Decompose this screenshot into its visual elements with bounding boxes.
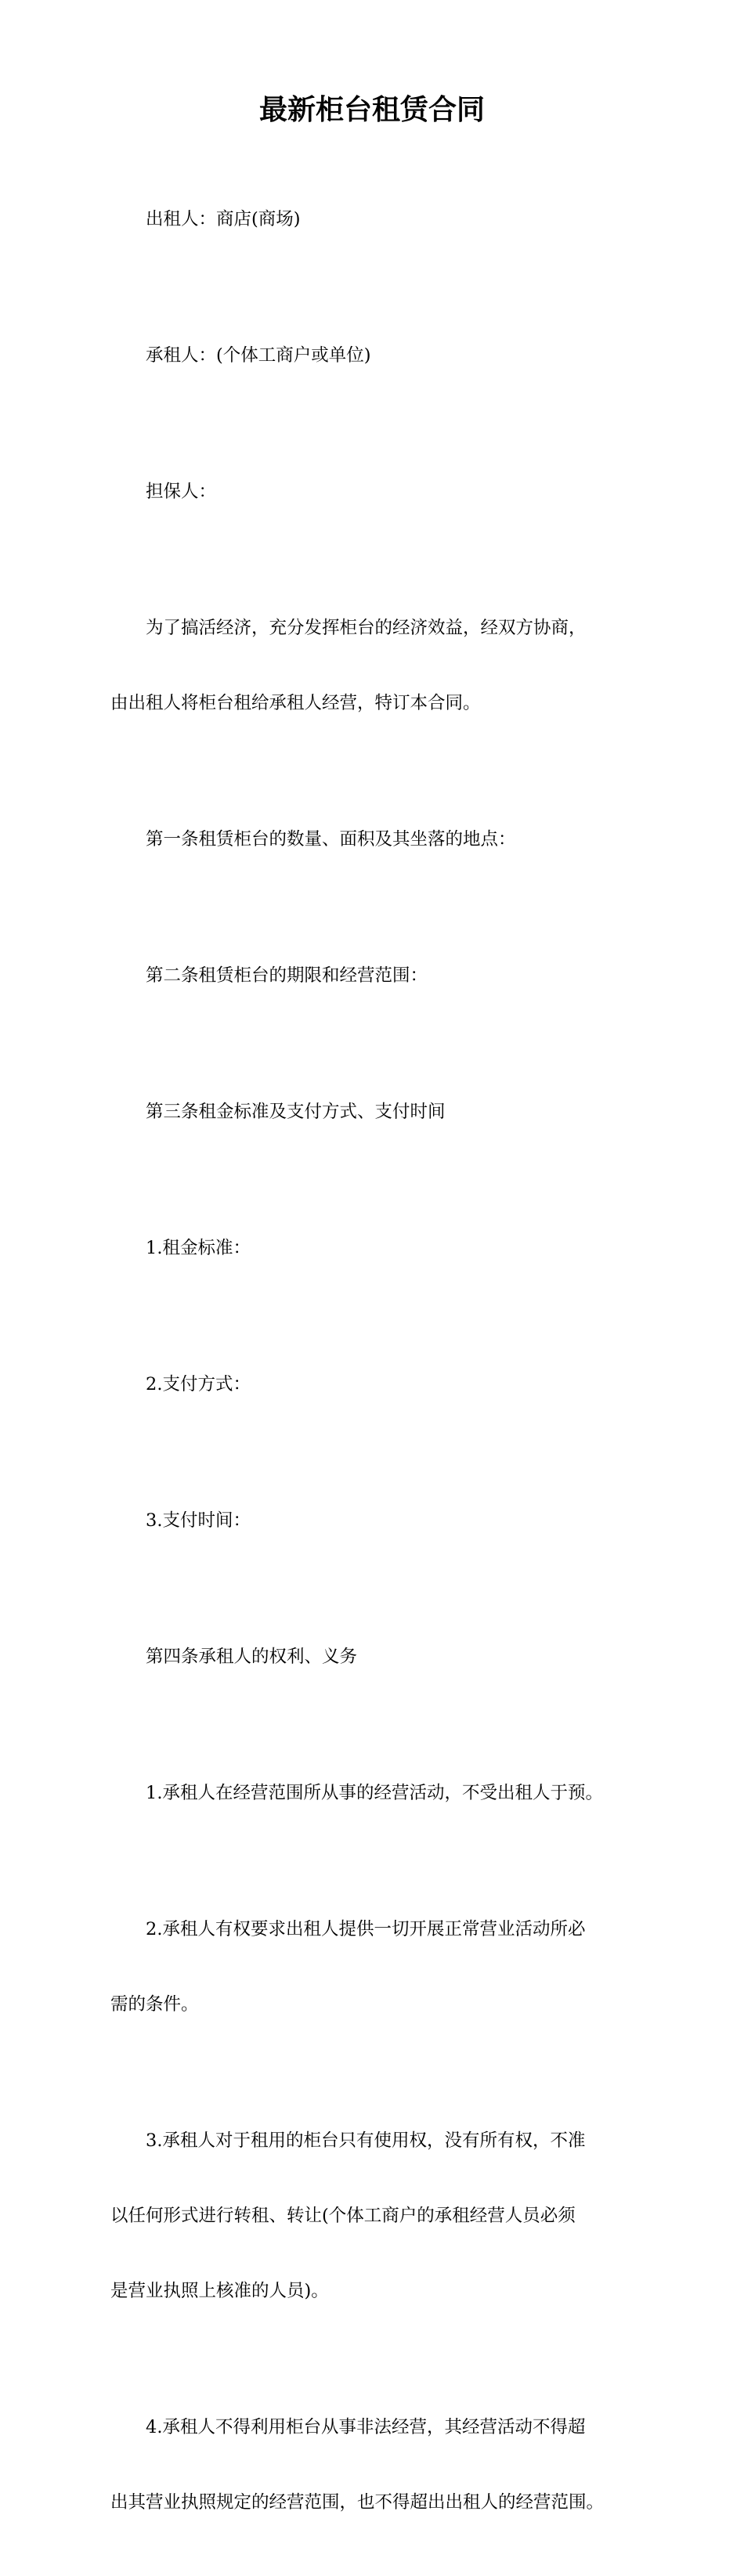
paragraph-payment-time [110,1458,651,1583]
text-line: 第三条租金标准及支付方式、支付时间 [146,1102,446,1122]
text-line: 是营业执照上核准的人员)。 [110,2281,329,2301]
text-line: 1.承租人在经营范围所从事的经营活动，不受出租人于预。 [146,1783,603,1803]
paragraph-article-1 [110,777,651,902]
paragraph-preamble [110,565,651,766]
text-line: 担保人： [146,482,217,502]
paragraph-article-4 [110,1594,651,1719]
text-line: 2.支付方式： [146,1374,251,1394]
text-line: 3.支付时间： [146,1510,251,1531]
paragraph-right-4 [110,2365,651,2565]
text-line: 出其营业执照规定的经营范围，也不得超出出租人的经营范围。 [110,2492,605,2513]
paragraph-guarantor [110,429,651,554]
text-line: 由出租人将柜台租给承租人经营，特订本合同。 [110,693,481,713]
paragraph-right-2 [110,1867,651,2067]
paragraph-right-3 [110,2078,651,2354]
text-line: 承租人：(个体工商户或单位) [146,345,371,366]
text-line: 出租人：商店(商场) [146,209,301,229]
text-line: 2.承租人有权要求出租人提供一切开展正常营业活动所必 [146,1919,586,1939]
text-line: 第二条租赁柜台的期限和经营范围： [146,965,428,986]
document-title: 最新柜台租赁合同 [258,94,485,126]
paragraph-article-3 [110,1049,651,1174]
text-line: 1.租金标准： [146,1238,251,1258]
paragraph-article-2 [110,913,651,1038]
paragraph-right-1 [110,1730,651,1856]
text-line: 为了搞活经济，充分发挥柜台的经济效益，经双方协商， [146,618,587,638]
paragraph-lessor [110,157,651,282]
text-line: 以任何形式进行转租、转让(个体工商户的承租经营人员必须 [110,2206,576,2226]
paragraph-rent-standard [110,1185,651,1311]
text-line: 第一条租赁柜台的数量、面积及其坐落的地点： [146,829,516,850]
text-line: 4.承租人不得利用柜台从事非法经营，其经营活动不得超 [146,2417,586,2437]
text-line: 需的条件。 [110,1994,199,2015]
text-line: 第四条承租人的权利、义务 [146,1647,358,1667]
document-body [110,157,651,2576]
paragraph-lessee [110,293,651,418]
text-line: 3.承租人对于租用的柜台只有使用权，没有所有权，不准 [146,2130,586,2151]
paragraph-payment-method [110,1322,651,1447]
